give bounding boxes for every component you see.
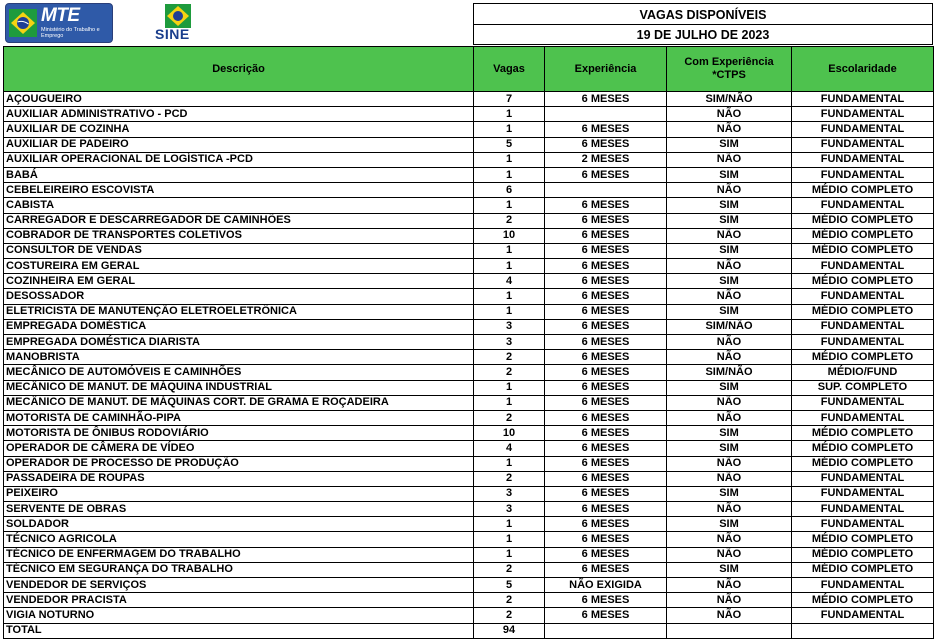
table-row: [4, 198, 934, 213]
cell-experiencia: 6 MESES: [545, 213, 667, 228]
table-row: [4, 319, 934, 334]
cell-experiencia: 6 MESES: [545, 441, 667, 456]
table-row: [4, 441, 934, 456]
cell-ctps: SIM: [667, 213, 792, 228]
table-row: [4, 335, 934, 350]
cell-experiencia: 6 MESES: [545, 471, 667, 486]
cell-ctps: SIM: [667, 137, 792, 152]
total-row: [4, 623, 934, 638]
logo-area: [0, 0, 474, 46]
cell-escolaridade: MÉDIO COMPLETO: [792, 274, 934, 289]
table-row: [4, 152, 934, 167]
cell-vagas: 2: [474, 365, 545, 380]
table-row: [4, 562, 934, 577]
cell-descricao: AUXILIAR OPERACIONAL DE LOGÍSTICA -PCD: [4, 152, 474, 167]
cell-ctps: SIM/NÃO: [667, 365, 792, 380]
cell-descricao: BABÁ: [4, 167, 474, 182]
vacancies-table: [3, 46, 934, 639]
cell-descricao: PASSADEIRA DE ROUPAS: [4, 471, 474, 486]
table-row: [4, 274, 934, 289]
cell-experiencia: 6 MESES: [545, 122, 667, 137]
table-row: [4, 426, 934, 441]
cell-experiencia: 6 MESES: [545, 410, 667, 425]
cell-experiencia: 6 MESES: [545, 137, 667, 152]
cell-experiencia: 6 MESES: [545, 304, 667, 319]
cell-vagas: 7: [474, 92, 545, 107]
cell-experiencia: 6 MESES: [545, 562, 667, 577]
cell-descricao: CONSULTOR DE VENDAS: [4, 243, 474, 258]
mte-logo: [5, 3, 113, 43]
cell-vagas: 2: [474, 213, 545, 228]
cell-ctps: SIM: [667, 517, 792, 532]
cell-experiencia: [545, 107, 667, 122]
table-row: [4, 122, 934, 137]
cell-vagas: 10: [474, 228, 545, 243]
cell-escolaridade: MÉDIO COMPLETO: [792, 547, 934, 562]
cell-experiencia: 6 MESES: [545, 167, 667, 182]
cell-descricao: TÉCNICO AGRICOLA: [4, 532, 474, 547]
cell-ctps: SIM: [667, 562, 792, 577]
cell-ctps: SIM: [667, 274, 792, 289]
cell-descricao: AUXILIAR ADMINISTRATIVO - PCD: [4, 107, 474, 122]
cell-descricao: PEIXEIRO: [4, 486, 474, 501]
cell-ctps: SIM: [667, 380, 792, 395]
table-row: [4, 486, 934, 501]
cell-experiencia: 6 MESES: [545, 350, 667, 365]
page-title: VAGAS DISPONÍVEIS: [473, 3, 933, 25]
table-body: [4, 92, 934, 624]
cell-escolaridade: FUNDAMENTAL: [792, 137, 934, 152]
cell-escolaridade: MÉDIO COMPLETO: [792, 183, 934, 198]
cell-vagas: 4: [474, 274, 545, 289]
cell-escolaridade: FUNDAMENTAL: [792, 471, 934, 486]
sine-logo: [152, 2, 198, 44]
cell-descricao: COBRADOR DE TRANSPORTES COLETIVOS: [4, 228, 474, 243]
cell-vagas: 1: [474, 152, 545, 167]
cell-experiencia: 6 MESES: [545, 608, 667, 623]
cell-escolaridade: MÉDIO COMPLETO: [792, 593, 934, 608]
cell-experiencia: 6 MESES: [545, 319, 667, 334]
mte-logo-text: MTE: [41, 5, 80, 26]
cell-experiencia: 6 MESES: [545, 502, 667, 517]
cell-vagas: 1: [474, 517, 545, 532]
cell-descricao: AUXILIAR DE COZINHA: [4, 122, 474, 137]
cell-experiencia: 6 MESES: [545, 365, 667, 380]
cell-vagas: 6: [474, 183, 545, 198]
cell-escolaridade: FUNDAMENTAL: [792, 410, 934, 425]
cell-vagas: 4: [474, 441, 545, 456]
cell-escolaridade: MÉDIO COMPLETO: [792, 304, 934, 319]
table-row: [4, 608, 934, 623]
table-row: [4, 502, 934, 517]
cell-vagas: 2: [474, 608, 545, 623]
cell-vagas: 1: [474, 167, 545, 182]
cell-experiencia: 6 MESES: [545, 198, 667, 213]
cell-escolaridade: MÉDIO COMPLETO: [792, 350, 934, 365]
cell-escolaridade: FUNDAMENTAL: [792, 608, 934, 623]
page-date: 19 DE JULHO DE 2023: [473, 24, 933, 45]
cell-experiencia: 6 MESES: [545, 532, 667, 547]
cell-ctps: SIM/NÃO: [667, 319, 792, 334]
cell-ctps: NÃO: [667, 547, 792, 562]
cell-descricao: ELETRICISTA DE MANUTENÇÃO ELETROELETRÔNICA: [4, 304, 474, 319]
cell-vagas: 1: [474, 380, 545, 395]
cell-vagas: 2: [474, 562, 545, 577]
table-header-row: [4, 47, 934, 92]
cell-descricao: VIGIA NOTURNO: [4, 608, 474, 623]
cell-ctps: NÃO: [667, 608, 792, 623]
cell-experiencia: 6 MESES: [545, 259, 667, 274]
cell-vagas: 1: [474, 289, 545, 304]
cell-escolaridade: FUNDAMENTAL: [792, 92, 934, 107]
cell-descricao: COSTUREIRA EM GERAL: [4, 259, 474, 274]
cell-descricao: CABISTA: [4, 198, 474, 213]
table-row: [4, 456, 934, 471]
cell-experiencia: 6 MESES: [545, 228, 667, 243]
cell-descricao: AÇOUGUEIRO: [4, 92, 474, 107]
cell-experiencia: 6 MESES: [545, 92, 667, 107]
table-row: [4, 183, 934, 198]
cell-vagas: 5: [474, 137, 545, 152]
cell-escolaridade: FUNDAMENTAL: [792, 107, 934, 122]
cell-experiencia: 6 MESES: [545, 593, 667, 608]
cell-ctps: SIM: [667, 441, 792, 456]
total-value: 94: [474, 623, 545, 638]
cell-descricao: TÉCNICO DE ENFERMAGEM DO TRABALHO: [4, 547, 474, 562]
column-header-ctps-label: Com Experiência *CTPS: [684, 56, 774, 81]
cell-escolaridade: FUNDAMENTAL: [792, 335, 934, 350]
column-header-experiencia: Experiência: [545, 47, 667, 92]
cell-ctps: NÃO: [667, 578, 792, 593]
table-row: [4, 213, 934, 228]
cell-experiencia: 6 MESES: [545, 456, 667, 471]
sine-logo-text: SINE: [155, 26, 190, 42]
cell-escolaridade: MÉDIO COMPLETO: [792, 441, 934, 456]
table-row: [4, 410, 934, 425]
cell-vagas: 3: [474, 502, 545, 517]
cell-experiencia: 6 MESES: [545, 380, 667, 395]
cell-experiencia: 6 MESES: [545, 517, 667, 532]
cell-escolaridade: FUNDAMENTAL: [792, 167, 934, 182]
cell-ctps: NÃO: [667, 289, 792, 304]
cell-vagas: 2: [474, 350, 545, 365]
cell-descricao: CARREGADOR E DESCARREGADOR DE CAMINHÕES: [4, 213, 474, 228]
cell-ctps: SIM: [667, 243, 792, 258]
cell-descricao: MECÂNICO DE MANUT. DE MÁQUINAS CORT. DE GRAMA E ROÇADEIRA: [4, 395, 474, 410]
cell-vagas: 3: [474, 319, 545, 334]
table-row: [4, 547, 934, 562]
cell-experiencia: 6 MESES: [545, 547, 667, 562]
cell-ctps: SIM: [667, 167, 792, 182]
cell-escolaridade: FUNDAMENTAL: [792, 122, 934, 137]
cell-vagas: 10: [474, 426, 545, 441]
cell-vagas: 1: [474, 259, 545, 274]
cell-escolaridade: MÉDIO COMPLETO: [792, 562, 934, 577]
cell-descricao: MECÂNICO DE MANUT. DE MÁQUINA INDUSTRIAL: [4, 380, 474, 395]
cell-experiencia: 6 MESES: [545, 289, 667, 304]
cell-ctps: NÃO: [667, 350, 792, 365]
cell-ctps: SIM: [667, 426, 792, 441]
total-empty-cell: [792, 623, 934, 638]
cell-ctps: SIM: [667, 304, 792, 319]
table-row: [4, 137, 934, 152]
cell-escolaridade: MÉDIO COMPLETO: [792, 532, 934, 547]
table-row: [4, 228, 934, 243]
cell-vagas: 1: [474, 304, 545, 319]
total-label: TOTAL: [4, 623, 474, 638]
cell-descricao: DESOSSADOR: [4, 289, 474, 304]
cell-descricao: TÉCNICO EM SEGURANÇA DO TRABALHO: [4, 562, 474, 577]
table-row: [4, 304, 934, 319]
cell-experiencia: 2 MESES: [545, 152, 667, 167]
column-header-vagas: Vagas: [474, 47, 545, 92]
total-empty-cell: [545, 623, 667, 638]
cell-descricao: AUXILIAR DE PADEIRO: [4, 137, 474, 152]
cell-escolaridade: MÉDIO COMPLETO: [792, 243, 934, 258]
cell-vagas: 1: [474, 456, 545, 471]
cell-descricao: MANOBRISTA: [4, 350, 474, 365]
cell-escolaridade: FUNDAMENTAL: [792, 152, 934, 167]
cell-escolaridade: FUNDAMENTAL: [792, 289, 934, 304]
table-row: [4, 380, 934, 395]
cell-experiencia: 6 MESES: [545, 243, 667, 258]
cell-escolaridade: FUNDAMENTAL: [792, 198, 934, 213]
cell-vagas: 3: [474, 486, 545, 501]
cell-experiencia: 6 MESES: [545, 395, 667, 410]
cell-vagas: 2: [474, 410, 545, 425]
cell-vagas: 1: [474, 532, 545, 547]
table-row: [4, 365, 934, 380]
cell-ctps: NÃO: [667, 410, 792, 425]
cell-escolaridade: MÉDIO COMPLETO: [792, 456, 934, 471]
cell-vagas: 1: [474, 122, 545, 137]
column-header-ctps: [667, 47, 792, 92]
total-empty-cell: [667, 623, 792, 638]
cell-descricao: OPERADOR DE CÂMERA DE VÍDEO: [4, 441, 474, 456]
cell-vagas: 5: [474, 578, 545, 593]
cell-ctps: NÃO: [667, 502, 792, 517]
table-row: [4, 395, 934, 410]
cell-escolaridade: MÉDIO COMPLETO: [792, 228, 934, 243]
cell-descricao: VENDEDOR PRACISTA: [4, 593, 474, 608]
table-row: [4, 471, 934, 486]
cell-descricao: CEBELEIREIRO ESCOVISTA: [4, 183, 474, 198]
cell-descricao: SOLDADOR: [4, 517, 474, 532]
cell-descricao: EMPREGADA DOMÉSTICA DIARISTA: [4, 335, 474, 350]
cell-escolaridade: FUNDAMENTAL: [792, 395, 934, 410]
cell-ctps: NÃO: [667, 107, 792, 122]
cell-escolaridade: FUNDAMENTAL: [792, 517, 934, 532]
cell-escolaridade: FUNDAMENTAL: [792, 578, 934, 593]
cell-vagas: 1: [474, 395, 545, 410]
cell-vagas: 2: [474, 593, 545, 608]
cell-experiencia: [545, 183, 667, 198]
cell-escolaridade: FUNDAMENTAL: [792, 259, 934, 274]
cell-descricao: OPERADOR DE PROCESSO DE PRODUÇÃO: [4, 456, 474, 471]
cell-ctps: NÃO: [667, 259, 792, 274]
column-header-descricao: Descrição: [4, 47, 474, 92]
cell-escolaridade: MÉDIO COMPLETO: [792, 213, 934, 228]
cell-descricao: MOTORISTA DE ÔNIBUS RODOVIÁRIO: [4, 426, 474, 441]
cell-ctps: SIM: [667, 198, 792, 213]
cell-descricao: SERVENTE DE OBRAS: [4, 502, 474, 517]
cell-ctps: SIM: [667, 486, 792, 501]
cell-ctps: NÃO: [667, 471, 792, 486]
cell-experiencia: 6 MESES: [545, 426, 667, 441]
cell-vagas: 1: [474, 243, 545, 258]
cell-ctps: NÃO: [667, 122, 792, 137]
table-row: [4, 92, 934, 107]
cell-vagas: 3: [474, 335, 545, 350]
brazil-flag-icon: [9, 9, 37, 37]
cell-vagas: 2: [474, 471, 545, 486]
table-row: [4, 517, 934, 532]
table-row: [4, 532, 934, 547]
cell-ctps: NÃO: [667, 593, 792, 608]
table-row: [4, 243, 934, 258]
table-row: [4, 289, 934, 304]
cell-escolaridade: MÉDIO/FUND: [792, 365, 934, 380]
cell-descricao: MECÂNICO DE AUTOMÓVEIS E CAMINHÕES: [4, 365, 474, 380]
cell-vagas: 1: [474, 198, 545, 213]
cell-ctps: NÃO: [667, 228, 792, 243]
cell-ctps: NÃO: [667, 456, 792, 471]
cell-ctps: NÃO: [667, 335, 792, 350]
sine-flag-icon: [165, 4, 191, 28]
cell-escolaridade: SUP. COMPLETO: [792, 380, 934, 395]
table-row: [4, 107, 934, 122]
table-row: [4, 167, 934, 182]
cell-descricao: VENDEDOR DE SERVIÇOS: [4, 578, 474, 593]
cell-vagas: 1: [474, 107, 545, 122]
cell-ctps: NÃO: [667, 532, 792, 547]
table-row: [4, 578, 934, 593]
mte-logo-subtitle: Ministério do Trabalho e Emprego: [41, 27, 100, 39]
column-header-escolaridade: Escolaridade: [792, 47, 934, 92]
cell-escolaridade: FUNDAMENTAL: [792, 502, 934, 517]
cell-escolaridade: FUNDAMENTAL: [792, 319, 934, 334]
cell-ctps: NÃO: [667, 183, 792, 198]
cell-descricao: MOTORISTA DE CAMINHÃO-PIPA: [4, 410, 474, 425]
table-row: [4, 259, 934, 274]
table-row: [4, 593, 934, 608]
cell-experiencia: NÃO EXIGIDA: [545, 578, 667, 593]
cell-descricao: COZINHEIRA EM GERAL: [4, 274, 474, 289]
table-row: [4, 350, 934, 365]
cell-vagas: 1: [474, 547, 545, 562]
cell-escolaridade: FUNDAMENTAL: [792, 486, 934, 501]
cell-experiencia: 6 MESES: [545, 274, 667, 289]
cell-ctps: NÃO: [667, 395, 792, 410]
cell-experiencia: 6 MESES: [545, 486, 667, 501]
cell-experiencia: 6 MESES: [545, 335, 667, 350]
cell-descricao: EMPREGADA DOMÉSTICA: [4, 319, 474, 334]
cell-ctps: SIM/NÃO: [667, 92, 792, 107]
cell-escolaridade: MÉDIO COMPLETO: [792, 426, 934, 441]
cell-ctps: NÃO: [667, 152, 792, 167]
